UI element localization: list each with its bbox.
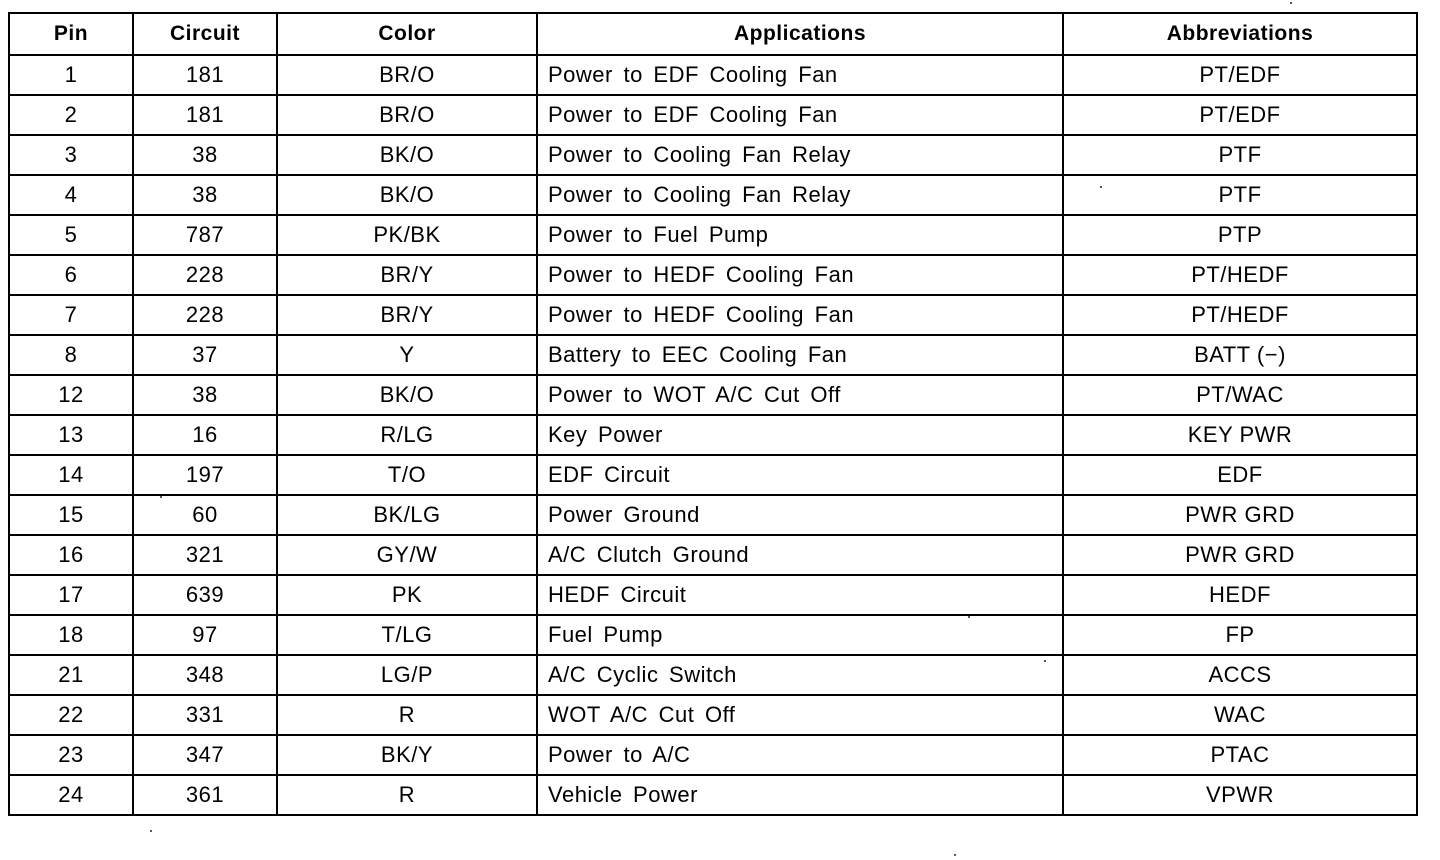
cell-pin: 17: [9, 575, 133, 615]
cell-application: Power to Cooling Fan Relay: [537, 175, 1063, 215]
table-row: [9, 175, 1417, 215]
cell-circuit: 181: [133, 95, 277, 135]
cell-color: BK/O: [277, 375, 537, 415]
cell-application: Power to WOT A/C Cut Off: [537, 375, 1063, 415]
cell-circuit: 321: [133, 535, 277, 575]
cell-circuit: 348: [133, 655, 277, 695]
table-row: [9, 415, 1417, 455]
cell-color: BR/O: [277, 95, 537, 135]
cell-circuit: 197: [133, 455, 277, 495]
table-row: [9, 735, 1417, 775]
cell-color: BR/O: [277, 55, 537, 95]
table-row: [9, 95, 1417, 135]
cell-pin: 21: [9, 655, 133, 695]
cell-application: HEDF Circuit: [537, 575, 1063, 615]
cell-abbreviation: ACCS: [1063, 655, 1417, 695]
table-row: [9, 575, 1417, 615]
table-row: [9, 295, 1417, 335]
table-row: [9, 535, 1417, 575]
table-row: [9, 655, 1417, 695]
cell-color: R: [277, 775, 537, 815]
cell-pin: 2: [9, 95, 133, 135]
cell-color: LG/P: [277, 655, 537, 695]
cell-color: PK: [277, 575, 537, 615]
cell-application: Key Power: [537, 415, 1063, 455]
table-row: [9, 55, 1417, 95]
cell-color: T/LG: [277, 615, 537, 655]
cell-application: Power to EDF Cooling Fan: [537, 55, 1063, 95]
cell-color: BR/Y: [277, 295, 537, 335]
column-header-pin: Pin: [9, 13, 133, 55]
scan-speck: [954, 854, 956, 856]
cell-pin: 13: [9, 415, 133, 455]
cell-circuit: 38: [133, 375, 277, 415]
cell-abbreviation: PT/EDF: [1063, 55, 1417, 95]
cell-circuit: 639: [133, 575, 277, 615]
cell-pin: 23: [9, 735, 133, 775]
cell-circuit: 16: [133, 415, 277, 455]
cell-color: BR/Y: [277, 255, 537, 295]
column-header-color: Color: [277, 13, 537, 55]
table-row: [9, 215, 1417, 255]
cell-abbreviation: PTP: [1063, 215, 1417, 255]
column-header-abbreviations: Abbreviations: [1063, 13, 1417, 55]
cell-pin: 14: [9, 455, 133, 495]
cell-abbreviation: PWR GRD: [1063, 495, 1417, 535]
cell-circuit: 38: [133, 135, 277, 175]
cell-abbreviation: PT/HEDF: [1063, 255, 1417, 295]
cell-color: BK/O: [277, 135, 537, 175]
cell-abbreviation: WAC: [1063, 695, 1417, 735]
cell-color: PK/BK: [277, 215, 537, 255]
cell-color: BK/Y: [277, 735, 537, 775]
cell-application: Power to HEDF Cooling Fan: [537, 295, 1063, 335]
cell-abbreviation: EDF: [1063, 455, 1417, 495]
cell-pin: 22: [9, 695, 133, 735]
scan-speck: [1290, 2, 1292, 4]
table-row: [9, 455, 1417, 495]
table-row: [9, 255, 1417, 295]
cell-application: Power to HEDF Cooling Fan: [537, 255, 1063, 295]
table-row: [9, 375, 1417, 415]
table-row: [9, 615, 1417, 655]
cell-abbreviation: PTF: [1063, 135, 1417, 175]
table-row: [9, 495, 1417, 535]
cell-abbreviation: PT/HEDF: [1063, 295, 1417, 335]
cell-abbreviation: PWR GRD: [1063, 535, 1417, 575]
column-header-circuit: Circuit: [133, 13, 277, 55]
cell-application: Battery to EEC Cooling Fan: [537, 335, 1063, 375]
cell-abbreviation: PT/WAC: [1063, 375, 1417, 415]
cell-circuit: 38: [133, 175, 277, 215]
cell-color: T/O: [277, 455, 537, 495]
pin-chart-document: [8, 12, 1416, 816]
cell-application: Power to Fuel Pump: [537, 215, 1063, 255]
cell-abbreviation: FP: [1063, 615, 1417, 655]
cell-pin: 12: [9, 375, 133, 415]
cell-color: BK/O: [277, 175, 537, 215]
cell-application: Power to Cooling Fan Relay: [537, 135, 1063, 175]
cell-pin: 18: [9, 615, 133, 655]
cell-color: Y: [277, 335, 537, 375]
cell-circuit: 347: [133, 735, 277, 775]
cell-pin: 6: [9, 255, 133, 295]
table-body: [9, 55, 1417, 815]
cell-circuit: 97: [133, 615, 277, 655]
cell-abbreviation: BATT (−): [1063, 335, 1417, 375]
cell-color: R/LG: [277, 415, 537, 455]
column-header-applications: Applications: [537, 13, 1063, 55]
cell-application: EDF Circuit: [537, 455, 1063, 495]
scan-speck: [1100, 186, 1102, 188]
scan-speck: [160, 496, 162, 498]
cell-color: BK/LG: [277, 495, 537, 535]
cell-abbreviation: PTF: [1063, 175, 1417, 215]
cell-pin: 4: [9, 175, 133, 215]
table-row: [9, 695, 1417, 735]
scan-speck: [150, 830, 152, 832]
cell-abbreviation: PTAC: [1063, 735, 1417, 775]
cell-application: Fuel Pump: [537, 615, 1063, 655]
cell-circuit: 228: [133, 295, 277, 335]
cell-abbreviation: KEY PWR: [1063, 415, 1417, 455]
table-row: [9, 135, 1417, 175]
cell-pin: 7: [9, 295, 133, 335]
table-header-row: [9, 13, 1417, 55]
cell-application: A/C Cyclic Switch: [537, 655, 1063, 695]
cell-pin: 3: [9, 135, 133, 175]
cell-pin: 15: [9, 495, 133, 535]
table-row: [9, 335, 1417, 375]
scan-speck: [1044, 660, 1046, 662]
cell-application: Power Ground: [537, 495, 1063, 535]
cell-application: Power to EDF Cooling Fan: [537, 95, 1063, 135]
cell-abbreviation: PT/EDF: [1063, 95, 1417, 135]
cell-application: WOT A/C Cut Off: [537, 695, 1063, 735]
cell-abbreviation: HEDF: [1063, 575, 1417, 615]
cell-circuit: 331: [133, 695, 277, 735]
cell-circuit: 228: [133, 255, 277, 295]
pin-table: [8, 12, 1418, 816]
cell-circuit: 181: [133, 55, 277, 95]
cell-circuit: 60: [133, 495, 277, 535]
cell-pin: 8: [9, 335, 133, 375]
cell-color: GY/W: [277, 535, 537, 575]
cell-application: Power to A/C: [537, 735, 1063, 775]
cell-circuit: 787: [133, 215, 277, 255]
cell-application: Vehicle Power: [537, 775, 1063, 815]
cell-application: A/C Clutch Ground: [537, 535, 1063, 575]
cell-abbreviation: VPWR: [1063, 775, 1417, 815]
cell-pin: 1: [9, 55, 133, 95]
cell-color: R: [277, 695, 537, 735]
cell-circuit: 361: [133, 775, 277, 815]
cell-pin: 24: [9, 775, 133, 815]
cell-circuit: 37: [133, 335, 277, 375]
table-row: [9, 775, 1417, 815]
cell-pin: 5: [9, 215, 133, 255]
cell-pin: 16: [9, 535, 133, 575]
scan-speck: [968, 616, 970, 618]
